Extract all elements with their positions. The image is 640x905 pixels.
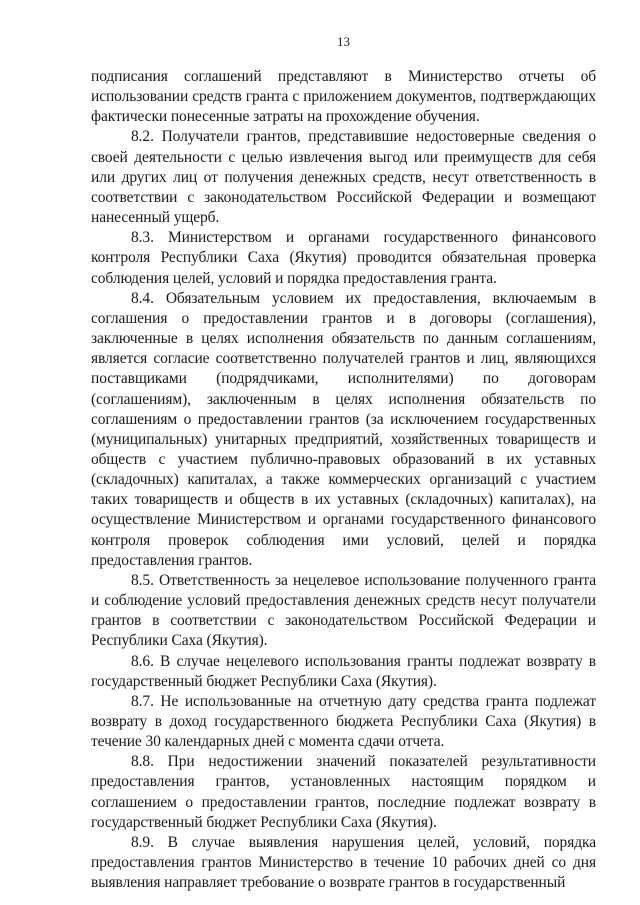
paragraph-8-4: 8.4. Обязательным условием их предоставления, включаемым в соглашения о предоставлении грантов и в договоры (соглашения), заключенные в целях исполнения обязательств по данным соглашениям, является согласие соответственно получателей грантов и лиц, являющихся поставщиками (подрядчиками, исполнителями) по договорам (соглашениям), заключенным в целях исполнения обязательств по соглашениям о предоставлении грантов (за исключением государственных (муниципальных) унитарных предприятий, хозяйственных товариществ и обществ с участием публично-правовых образований в их уставных (складочных) капиталах, а также коммерческих организаций с участием таких товариществ и обществ в их уставных (складочных) капиталах), на осуществление Министерством и органами государственного финансового контроля проверок соблюдения ими условий, целей и порядка предоставления грантов.	[91, 289, 596, 569]
paragraph-8-9: 8.9. В случае выявления нарушения целей, условий, порядка предоставления грантов Министерство в течение 10 рабочих дней со дня выявления направляет требование о возврате грантов в государственный	[91, 833, 596, 892]
paragraph-8-5: 8.5. Ответственность за нецелевое использование полученного гранта и соблюдение условий предоставления денежных средств несут получатели грантов в соответствии с законодательством Российской Федерации и Республики Саха (Якутия).	[91, 571, 596, 650]
document-body	[91, 67, 596, 893]
document-page	[91, 34, 596, 893]
paragraph-8-3: 8.3. Министерством и органами государственного финансового контроля Республики Саха (Якутия) проводится обязательная проверка соблюдения целей, условий и порядка предоставления гранта.	[91, 229, 596, 287]
paragraph-continuation: подписания соглашений представляют в Министерство отчеты об использовании средств гранта с приложением документов, подтверждающих фактически понесенные затраты на прохождение обучения.	[91, 68, 596, 126]
paragraph-8-2: 8.2. Получатели грантов, представившие недостоверные сведения о своей деятельности с целью извлечения выгод или преимуществ для себя или других лиц от получения денежных средств, несут ответственность в соответствии с законодательством Российской Федерации и возмещают нанесенный ущерб.	[91, 128, 596, 227]
paragraph-8-6: 8.6. В случае нецелевого использования гранты подлежат возврату в государственный бюджет Республики Саха (Якутия).	[91, 652, 596, 690]
paragraph-8-8: 8.8. При недостижении значений показателей результативности предоставления грантов, установленных настоящим порядком и соглашением о предоставлении грантов, последние подлежат возврату в государственный бюджет Республики Саха (Якутия).	[91, 753, 596, 831]
page-number: 13	[337, 34, 350, 49]
paragraph-8-7: 8.7. Не использованные на отчетную дату средства гранта подлежат возврату в доход государственного бюджета Республики Саха (Якутия) в течение 30 календарных дней с момента сдачи отчета.	[91, 692, 596, 751]
